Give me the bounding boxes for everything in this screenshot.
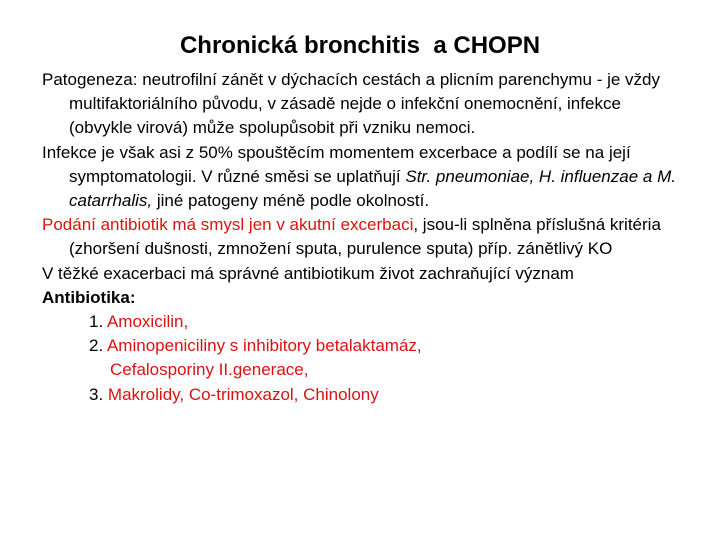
list-item-text: Makrolidy, Co-trimoxazol, Chinolony xyxy=(107,384,379,404)
infekce-text-start: Infekce je však asi z 50% spouštěcím momentem excerbace a podílí se na její symptomatologii. V různé směsi se uplatňují xyxy=(42,142,631,186)
paragraph-podani xyxy=(42,213,682,261)
list-number: 2. xyxy=(89,336,107,356)
paragraph-infekce xyxy=(42,141,682,214)
list-number: 3. xyxy=(89,384,108,404)
infekce-text-end: jiné patogeny méně podle okolností. xyxy=(152,191,430,211)
list-item-continuation xyxy=(42,358,682,382)
antibiotika-heading: Antibiotika: xyxy=(42,287,136,307)
list-number: 1. xyxy=(89,312,107,332)
podani-text: , jsou-li splněna příslušná kritéria (zhoršení dušnosti, zmnožení sputa, purulence sputa) příp. zánětlivý KO xyxy=(69,215,661,259)
list-item xyxy=(42,334,682,358)
list-item-text: Amoxicilin, xyxy=(106,312,189,332)
slide-title: Chronická bronchitis a CHOPN xyxy=(179,32,541,59)
paragraph-tezka-exacerbace: V těžké exacerbaci má správné antibiotikum život zachraňující význam xyxy=(42,263,574,283)
podani-highlight: Podání antibiotik má smysl jen v akutní excerbaci xyxy=(42,215,414,235)
list-item xyxy=(42,383,682,407)
list-item xyxy=(42,310,682,334)
paragraph-patogeneza: Patogeneza: neutrofilní zánět v dýchacích cestách a plicním parenchymu - je vždy multifaktoriálního původu, v zásadě nejde o infekční onemocnění, infekce (obvykle virová) může spolupůsobit při vzniku nemoci. xyxy=(42,70,660,138)
list-item-text: Aminopeniciliny s inhibitory betalaktamáz, xyxy=(106,336,422,356)
pathogen-names: Str. pneumoniae, H. influenzae a M. catarrhalis, xyxy=(69,166,676,211)
slide-body xyxy=(42,68,682,407)
list-item-text: Cefalosporiny II.generace, xyxy=(110,360,309,380)
